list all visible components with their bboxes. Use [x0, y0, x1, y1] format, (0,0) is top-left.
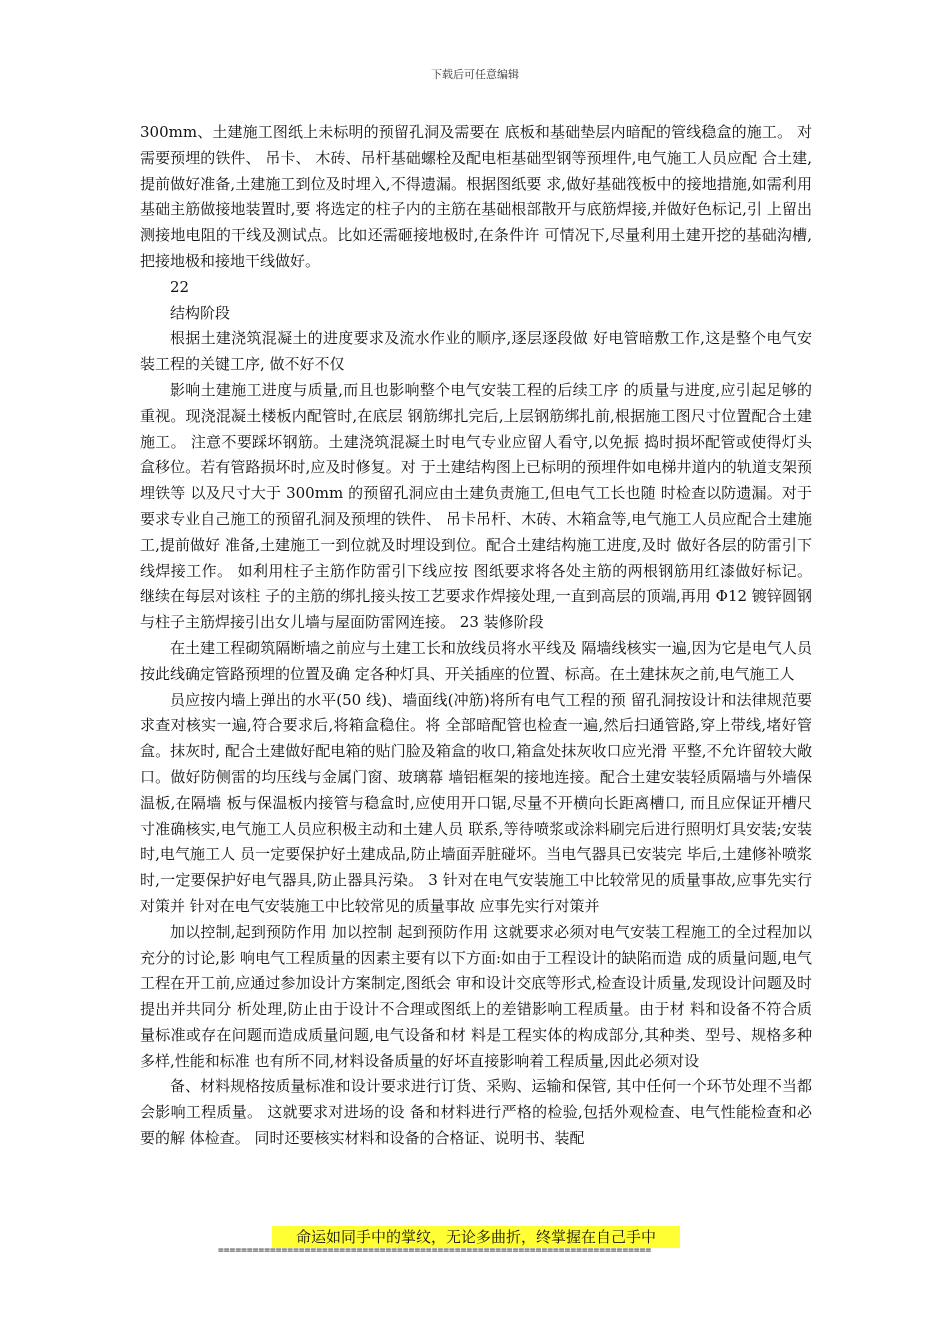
- paragraph: 22: [170, 277, 190, 296]
- paragraph: 员应按内墙上弹出的水平(50 线)、墙面线(冲筋)将所有电气工程的预 留孔洞按设计和法律规范要求查对核实一遍,符合要求后,将箱盒稳住。将 全部暗配管也检查一遍,然后扫通管路,穿上带线,堵好管盒。抹灰时, 配合土建做好配电箱的贴门脸及箱盒的收口,箱盒处抹灰收口应光滑 平整,不允许留较大敞口。做好防侧雷的均压线与金属门窗、玻璃幕 墙铝框架的接地连接。配合土建安装轻质隔墙与外墙保温板,在隔墙 板与保温板内接管与稳盒时,应使用开口锯,尽量不开横向长距离槽口, 而且应保证开槽尺寸准确核实,电气施工人员应积极主动和土建人员 联系,等待喷浆或涂料刷完后进行照明灯具安装;安装时,电气施工人 员一定要保护好土建成品,防止墙面弄脏碰坏。当电气器具已安装完 毕后,土建修补喷浆时,一定要保护好电气器具,防止器具污染。 3 针对在电气安装施工中比较常见的质量事故,应事先实行对策并 针对在电气安装施工中比较常见的质量事故 应事先实行对策并: [140, 690, 812, 915]
- section-heading: 结构阶段: [170, 303, 231, 322]
- paragraph: 备、材料规格按质量标准和设计要求进行订货、采购、运输和保管, 其中任何一个环节处理不当都会影响工程质量。 这就要求对进场的设 备和材料进行严格的检验,包括外观检查、电气性能检查和必要的解 体检查。 同时还要核实材料和设备的合格证、说明书、装配: [140, 1077, 812, 1148]
- paragraph: 加以控制,起到预防作用 加以控制 起到预防作用 这就要求必须对电气安装工程施工的全过程加以充分的讨论,影 响电气工程质量的因素主要有以下方面:如由于工程设计的缺陷而造 成的质量问题,电气工程在开工前,应通过参加设计方案制定,图纸会 审和设计交底等形式,检查设计质量,发现设计问题及时提出并共同分 析处理,防止由于设计不合理或图纸上的差错影响工程质量。由于材 料和设备不符合质量标准或存在问题而造成质量问题,电气设备和材 料是工程实体的构成部分,其种类、型号、规格多种多样,性能和标准 也有所不同,材料设备质量的好坏直接影响着工程质量,因此必须对设: [140, 922, 812, 1070]
- paragraph: 300mm、土建施工图纸上未标明的预留孔洞及需要在 底板和基础垫层内暗配的管线稳盒的施工。 对需要预埋的铁件、 吊卡、 木砖、吊杆基础螺栓及配电柜基础型钢等预埋件,电气施工人员应配 合土建,提前做好准备,土建施工到位及时埋入,不得遗漏。根据图纸要 求,做好基础筏板中的接地措施,如需利用基础主筋做接地装置时,要 将选定的柱子内的主筋在基础根部散开与底筋焊接,并做好色标记,引 上留出测接地电阻的干线及测试点。比如还需砸接地极时,在条件许 可情况下,尽量利用土建开挖的基础沟槽,把接地极和接地干线做好。: [140, 123, 812, 270]
- document-body: [140, 120, 812, 1152]
- paragraph: 根据土建浇筑混凝土的进度要求及流水作业的顺序,逐层逐段做 好电管暗敷工作,这是整个电气安装工程的关键工序, 做不好不仅: [140, 329, 812, 374]
- page-header: 下载后可任意编辑: [431, 68, 519, 81]
- footer-divider: ===========================================================================: [218, 1245, 652, 1256]
- paragraph: 影响土建施工进度与质量,而且也影响整个电气安装工程的后续工序 的质量与进度,应引起足够的重视。现浇混凝土楼板内配管时,在底层 钢筋绑扎完后,上层钢筋绑扎前,根据施工图尺寸位置配合土建施工。 注意不要踩坏钢筋。土建浇筑混凝土时电气专业应留人看守,以免振 捣时损坏配管或使得灯头盒移位。若有管路损坏时,应及时修复。对 于土建结构图上已标明的预埋件如电梯井道内的轨道支架预埋铁等 以及尺寸大于 300mm 的预留孔洞应由土建负责施工,但电气工长也随 时检查以防遗漏。对于要求专业自己施工的预留孔洞及预埋的铁件、 吊卡吊杆、木砖、木箱盒等,电气施工人员应配合土建施工,提前做好 准备,土建施工一到位就及时埋设到位。配合土建结构施工进度,及时 做好各层的防雷引下线焊接工作。 如利用柱子主筋作防雷引下线应按 图纸要求将各处主筋的两根钢筋用红漆做好标记。 继续在每层对该柱 子的主筋的绑扎接头按工艺要求作焊接处理,一直到高层的顶端,再用 Φ12 镀锌圆钢与柱子主筋焊接引出女儿墙与屋面防雷网连接。 23 装修阶段: [140, 380, 812, 632]
- paragraph: 在土建工程砌筑隔断墙之前应与土建工长和放线员将水平线及 隔墙线核实一遍,因为它是电气人员按此线确定管路预埋的位置及确 定各种灯具、开关插座的位置、标高。在土建抹灰之前,电气施工人: [140, 638, 812, 683]
- footer-motto: 命运如同手中的掌纹，无论多曲折，终掌握在自己手中: [272, 1226, 680, 1248]
